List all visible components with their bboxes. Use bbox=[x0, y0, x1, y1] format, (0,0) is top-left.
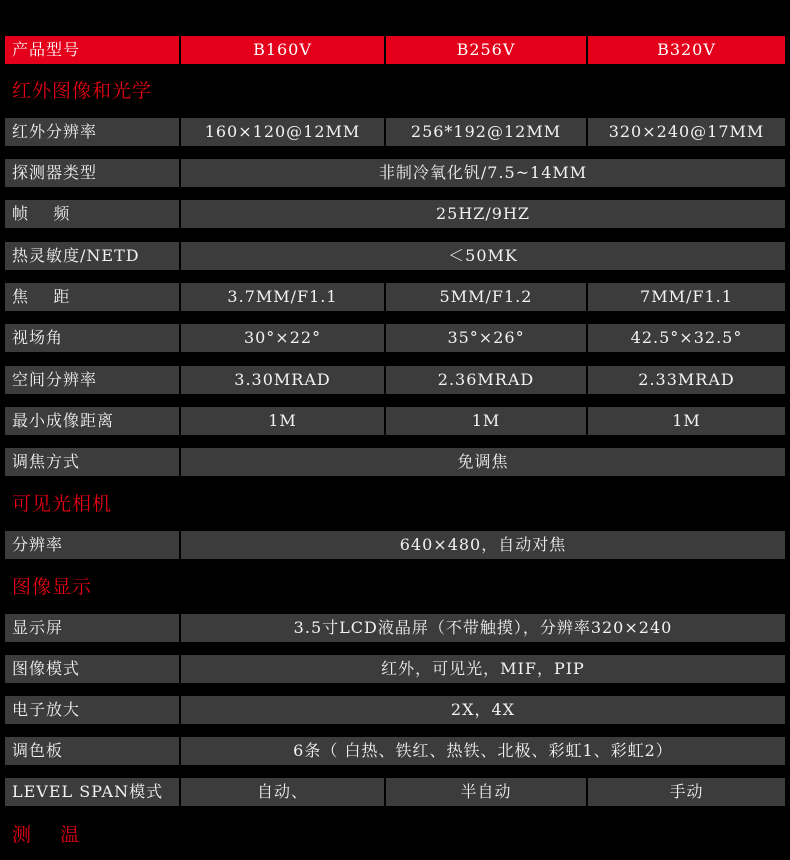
row-value: 3.7MM/F1.1 bbox=[181, 283, 386, 311]
spec-row-zoom bbox=[5, 696, 785, 724]
spec-row-frame-rate bbox=[5, 200, 785, 228]
row-value: 320×240@17MM bbox=[588, 118, 785, 146]
spec-row-ir-resolution bbox=[5, 118, 785, 146]
row-value: 1M bbox=[588, 407, 785, 435]
table-header-row bbox=[5, 36, 785, 64]
spec-row-fov bbox=[5, 324, 785, 352]
spec-row-focus bbox=[5, 448, 785, 476]
row-label: 热灵敏度/NETD bbox=[5, 242, 181, 270]
spec-row-min-distance bbox=[5, 407, 785, 435]
row-value: 6条（ 白热、铁红、热铁、北极、彩虹1、彩虹2） bbox=[181, 737, 785, 765]
row-value: 2X，4X bbox=[181, 696, 785, 724]
row-label: LEVEL SPAN模式 bbox=[5, 778, 181, 806]
row-value: 5MM/F1.2 bbox=[386, 283, 588, 311]
row-label: 帧 频 bbox=[5, 200, 181, 228]
spec-row-visible-resolution bbox=[5, 531, 785, 559]
spec-row-level-span bbox=[5, 778, 785, 806]
spec-row-netd bbox=[5, 242, 785, 270]
row-value: 42.5°×32.5° bbox=[588, 324, 785, 352]
row-value: 160×120@12MM bbox=[181, 118, 386, 146]
spec-row-image-mode bbox=[5, 655, 785, 683]
row-value: 自动、 bbox=[181, 778, 386, 806]
row-label: 探测器类型 bbox=[5, 159, 181, 187]
section-title-measure: 测 温 bbox=[12, 824, 81, 846]
row-label: 最小成像距离 bbox=[5, 407, 181, 435]
row-value: 30°×22° bbox=[181, 324, 386, 352]
row-value: ＜50MK bbox=[181, 242, 785, 270]
row-value: 7MM/F1.1 bbox=[588, 283, 785, 311]
section-title-display: 图像显示 bbox=[12, 576, 93, 598]
row-value: 红外，可见光，MIF，PIP bbox=[181, 655, 785, 683]
header-label: 产品型号 bbox=[5, 36, 181, 64]
row-label: 焦 距 bbox=[5, 283, 181, 311]
row-value: 手动 bbox=[588, 778, 785, 806]
row-value: 2.33MRAD bbox=[588, 366, 785, 394]
row-label: 调色板 bbox=[5, 737, 181, 765]
row-label: 空间分辨率 bbox=[5, 366, 181, 394]
header-model-b256v: B256V bbox=[386, 36, 588, 64]
spec-row-detector bbox=[5, 159, 785, 187]
row-label: 调焦方式 bbox=[5, 448, 181, 476]
section-title-infrared: 红外图像和光学 bbox=[12, 80, 153, 102]
spec-row-focal-length bbox=[5, 283, 785, 311]
header-model-b160v: B160V bbox=[181, 36, 386, 64]
row-value: 半自动 bbox=[386, 778, 588, 806]
row-value: 256*192@12MM bbox=[386, 118, 588, 146]
row-value: 640×480，自动对焦 bbox=[181, 531, 785, 559]
row-value: 3.30MRAD bbox=[181, 366, 386, 394]
row-label: 视场角 bbox=[5, 324, 181, 352]
row-value: 3.5寸LCD液晶屏（不带触摸），分辨率320×240 bbox=[181, 614, 785, 642]
section-title-visible: 可见光相机 bbox=[12, 493, 113, 515]
spec-row-spatial-resolution bbox=[5, 366, 785, 394]
row-value: 非制冷氧化钒/7.5~14MM bbox=[181, 159, 785, 187]
spec-row-palette bbox=[5, 737, 785, 765]
row-value: 1M bbox=[181, 407, 386, 435]
row-label: 显示屏 bbox=[5, 614, 181, 642]
row-value: 2.36MRAD bbox=[386, 366, 588, 394]
row-label: 红外分辨率 bbox=[5, 118, 181, 146]
row-value: 25HZ/9HZ bbox=[181, 200, 785, 228]
row-value: 免调焦 bbox=[181, 448, 785, 476]
header-model-b320v: B320V bbox=[588, 36, 785, 64]
row-value: 35°×26° bbox=[386, 324, 588, 352]
row-value: 1M bbox=[386, 407, 588, 435]
row-label: 分辨率 bbox=[5, 531, 181, 559]
row-label: 电子放大 bbox=[5, 696, 181, 724]
row-label: 图像模式 bbox=[5, 655, 181, 683]
spec-row-screen bbox=[5, 614, 785, 642]
